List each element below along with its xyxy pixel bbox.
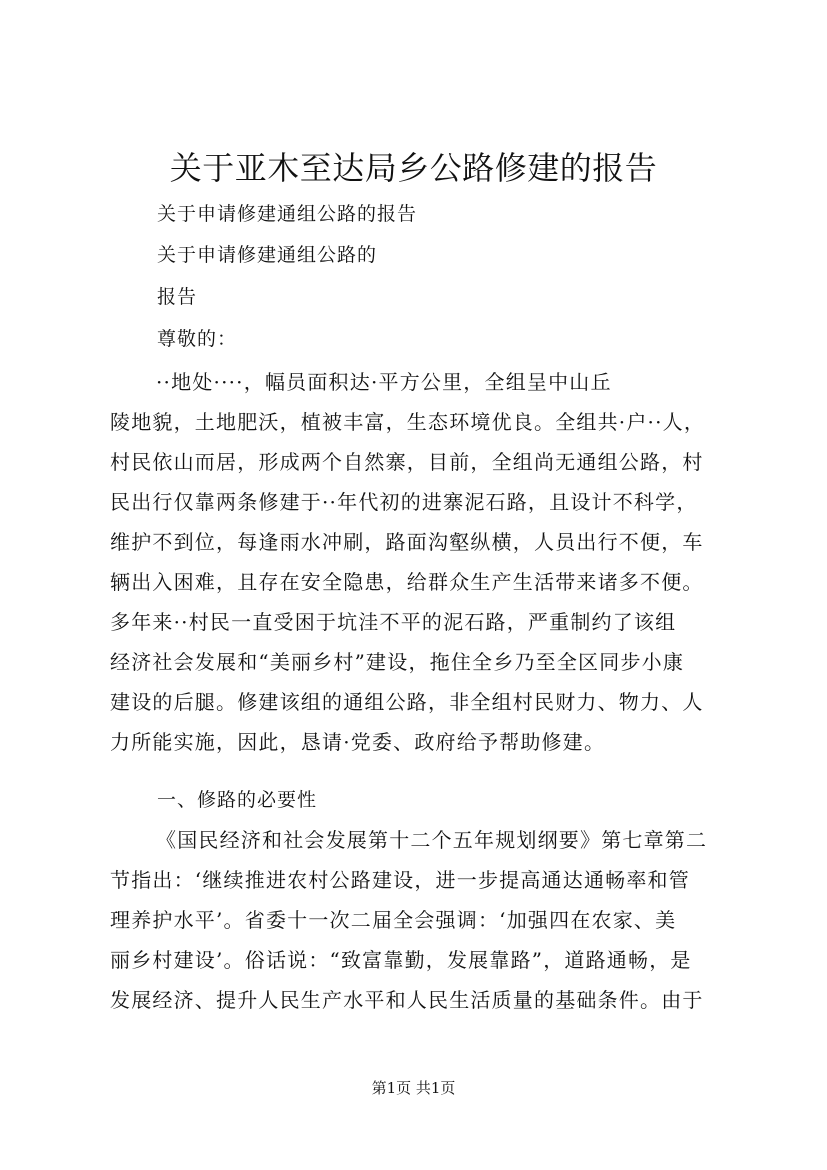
paragraph-line: 理养护水平’。省委十一次二届全会强调：‘加强四在农家、美 xyxy=(110,908,677,932)
paragraph-line: 《国民经济和社会发展第十二个五年规划纲要》第七章第二 xyxy=(156,828,708,852)
section-heading: 一、修路的必要性 xyxy=(157,789,318,811)
paragraph-line: 力所能实施，因此，恳请·党委、政府给予帮助修建。 xyxy=(110,730,606,754)
body-paragraph-1 xyxy=(110,362,740,762)
paragraph-line: 建设的后腿。修建该组的通组公路，非全组村民财力、物力、人 xyxy=(110,690,704,714)
paragraph-line: 辆出入困难，且存在安全隐患，给群众生产生活带来诸多不便。 xyxy=(110,570,704,594)
paragraph-line: 发展经济、提升人民生产水平和人民生活质量的基础条件。由于 xyxy=(110,988,704,1012)
paragraph-line: 经济社会发展和“美丽乡村”建设，拖住全乡乃至全区同步小康 xyxy=(110,650,685,674)
paragraph-line: 村民依山而居，形成两个自然寨，目前，全组尚无通组公路，村 xyxy=(110,450,704,474)
intro-line: 关于申请修建通组公路的 xyxy=(157,244,378,266)
paragraph-line: 丽乡村建设’。俗话说：“致富靠勤，发展靠路”，道路通畅，是 xyxy=(110,948,692,972)
paragraph-line: ··地处····，幅员面积达·平方公里，全组呈中山丘 xyxy=(156,370,612,394)
body-paragraph-2 xyxy=(110,820,740,1020)
document-title: 关于亚木至达局乡公路修建的报告 xyxy=(169,149,658,187)
paragraph-line: 民出行仅靠两条修建于··年代初的进寨泥石路，且设计不科学， xyxy=(110,490,698,514)
paragraph-line: 节指出：‘继续推进农村公路建设，进一步提高通达通畅率和管 xyxy=(110,868,690,892)
intro-line: 关于申请修建通组公路的报告 xyxy=(157,203,418,225)
intro-line: 报告 xyxy=(157,286,198,308)
salutation: 尊敬的： xyxy=(157,328,238,350)
page-footer: 第1页 共1页 xyxy=(371,1079,456,1097)
paragraph-line: 维护不到位，每逢雨水冲刷，路面沟壑纵横，人员出行不便，车 xyxy=(110,530,704,554)
paragraph-line: 陵地貌，土地肥沃，植被丰富，生态环境优良。全组共·户··人， xyxy=(110,410,706,434)
paragraph-line: 多年来··村民一直受困于坑洼不平的泥石路，严重制约了该组 xyxy=(110,610,677,634)
